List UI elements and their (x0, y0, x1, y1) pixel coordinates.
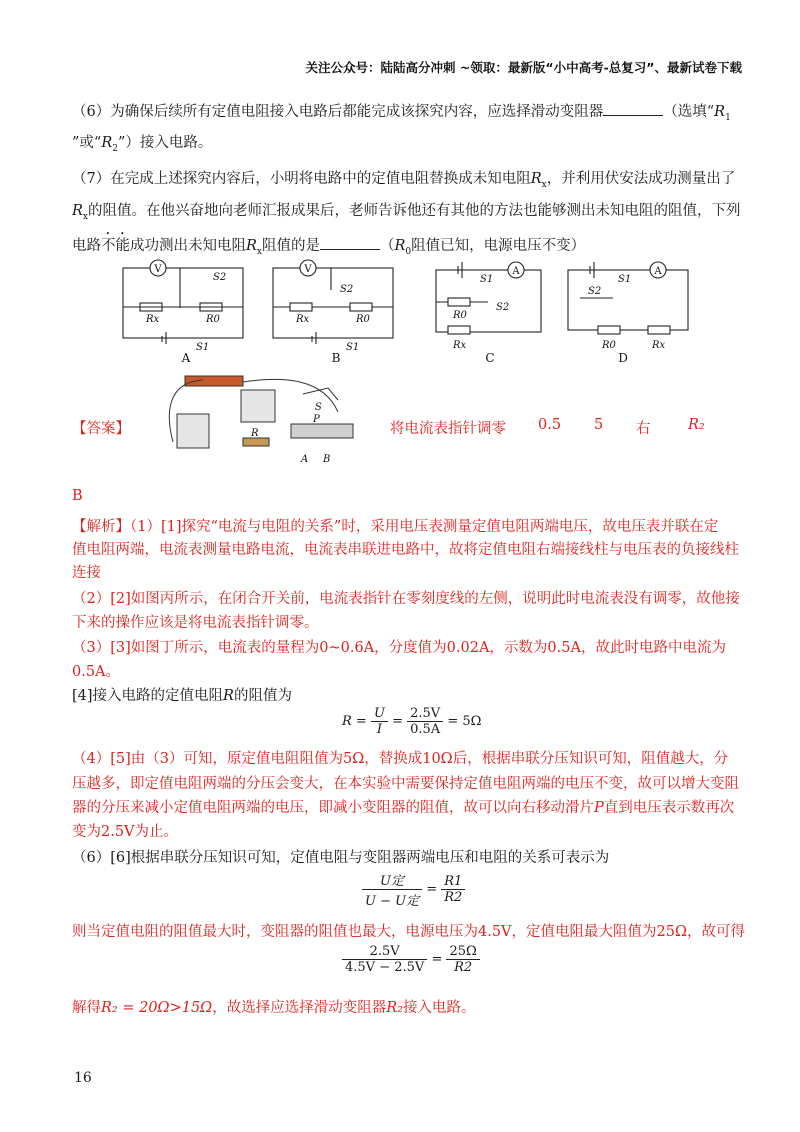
q6-line2: ”或“$R_2$”）接入电路。 (72, 135, 213, 154)
analysis-p8: 解得R₂ = 20Ω>15Ω，故选择应选择滑动变阻器R₂接入电路。 (72, 1000, 476, 1016)
answer-1: 将电流表指针调零 (390, 421, 506, 437)
answer-tag: 【答案】 (72, 421, 130, 437)
page-header: 关注公众号：陆陆高分冲刺 ~领取：最新版“小中高考-总复习”、最新试卷下载 (305, 60, 742, 75)
analysis-p1b: 值电阻两端，电流表测量电路电流，电流表串联进电路中，故将定值电阻右端接线柱与电压表的负接线柱 (72, 542, 739, 558)
label-r0: R0 (602, 340, 616, 351)
q6-line1: （6）为确保后续所有定值电阻接入电路后都能完成该探究内容，应选择滑动变阻器 （选填“$R_1$ (72, 104, 731, 123)
q7-line1: （7）在完成上述探究内容后，小明将电路中的定值电阻替换成未知电阻$R_x$，并利用伏安法成功测量出了 (72, 171, 736, 190)
circuit-options (118, 258, 708, 368)
label-r0: R0 (453, 310, 467, 321)
label-r0: R0 (206, 314, 220, 325)
label-s2: S2 (588, 286, 602, 297)
label-p: P (313, 414, 320, 425)
label-r0: R0 (356, 314, 370, 325)
label-rx: Rx (453, 340, 467, 351)
label-s1: S1 (480, 274, 494, 285)
circuit-b (273, 268, 393, 344)
label-s1: S1 (346, 342, 360, 353)
analysis-p1c: 连接 (72, 565, 101, 581)
analysis-p1a: 【解析】（1）[1]探究“电流与电阻的关系”时，采用电压表测量定值电阻两端电压，故电压表并联在定 (72, 519, 719, 535)
label-b: B (323, 454, 331, 465)
label-rx: Rx (296, 314, 310, 325)
page-number: 16 (74, 1070, 92, 1086)
answer-5: R₂ (688, 417, 705, 433)
analysis-p3a: （3）[3]如图丁所示，电流表的量程为0~0.6A，分度值为0.02A，示数为0.5A，故此时电路中电流为 (72, 640, 726, 656)
answer-4: 右 (636, 421, 651, 437)
circuit-d (568, 262, 688, 334)
label-r: R (251, 428, 259, 439)
option-label-b: B (331, 351, 341, 365)
q7-line3: 电路不能成功测出未知电阻$R_x$阻值的是 （$R_0$阻值已知，电源电压不变） (72, 238, 586, 257)
equation-2: $\frac{\text{U定}}{\text{U − U定}}$ = $\frac{R1}{R2}$ (362, 870, 465, 909)
analysis-p5c: 器的分压来减小定值电阻两端的电压，即减小变阻器的阻值，故可以向右移动滑片P直到电压表示数再次 (72, 800, 735, 816)
label-s1: S1 (196, 342, 210, 353)
label-rx: Rx (146, 314, 160, 325)
label-s1: S1 (618, 274, 632, 285)
analysis-p5b: 压越多，即定值电阻两端的分压会变大，在本实验中需要保持定值电阻两端的电压不变，故可以增大变阻 (72, 776, 739, 792)
label-rx: Rx (652, 340, 666, 351)
ammeter-label: A (512, 266, 520, 277)
equation-3: $\frac{2.5V}{4.5V - 2.5V}$ = $\frac{25\Omega}{R2}$ (342, 944, 480, 975)
option-label-a: A (181, 351, 191, 365)
answer-6: B (72, 488, 83, 504)
apparatus-diagram (163, 372, 373, 468)
analysis-p2a: （2）[2]如图丙所示，在闭合开关前，电流表指针在零刻度线的左侧，说明此时电流表没有调零，故他接 (72, 591, 740, 607)
answer-blank (320, 237, 380, 250)
label-a: A (301, 454, 309, 465)
answer-2: 0.5 (538, 417, 562, 433)
analysis-p7: 则当定值电阻的阻值最大时，变阻器的阻值也最大，电源电压为4.5V，定值电阻最大阻值为25Ω，故可得 (72, 924, 746, 940)
label-s2: S2 (340, 284, 354, 295)
equation-1: R = $\frac{U}{I}$ = $\frac{2.5V}{0.5A}$ = 5Ω (342, 706, 482, 737)
ammeter-label: A (654, 266, 662, 277)
option-label-c: C (485, 351, 495, 365)
analysis-p2b: 下来的操作应该是将电流表指针调零。 (72, 615, 319, 631)
analysis-p5a: （4）[5]由（3）可知，原定值电阻阻值为5Ω，替换成10Ω后，根据串联分压知识可知，阻值越大，分 (72, 751, 729, 767)
voltmeter-label: V (154, 264, 162, 275)
circuit-c (436, 262, 541, 334)
label-s2: S2 (496, 302, 510, 313)
answer-3: 5 (594, 417, 604, 433)
label-s: S (315, 402, 322, 413)
voltmeter-label: V (304, 264, 312, 275)
q7-line2: $R_x$的阻值。在他兴奋地向老师汇报成果后，老师告诉他还有其他的方法也能够测出未知电阻的阻值，下列 (72, 203, 741, 222)
option-label-d: D (618, 351, 628, 365)
analysis-p5e: 变为2.5V为止。 (72, 824, 179, 840)
analysis-p4: [4]接入电路的定值电阻R的阻值为 (72, 688, 292, 704)
analysis-p6: （6）[6]根据串联分压知识可知，定值电阻与变阻器两端电压和电阻的关系可表示为 (72, 850, 610, 866)
answer-blank (603, 103, 663, 116)
label-s2: S2 (213, 272, 227, 283)
analysis-p3b: 0.5A。 (72, 664, 121, 680)
